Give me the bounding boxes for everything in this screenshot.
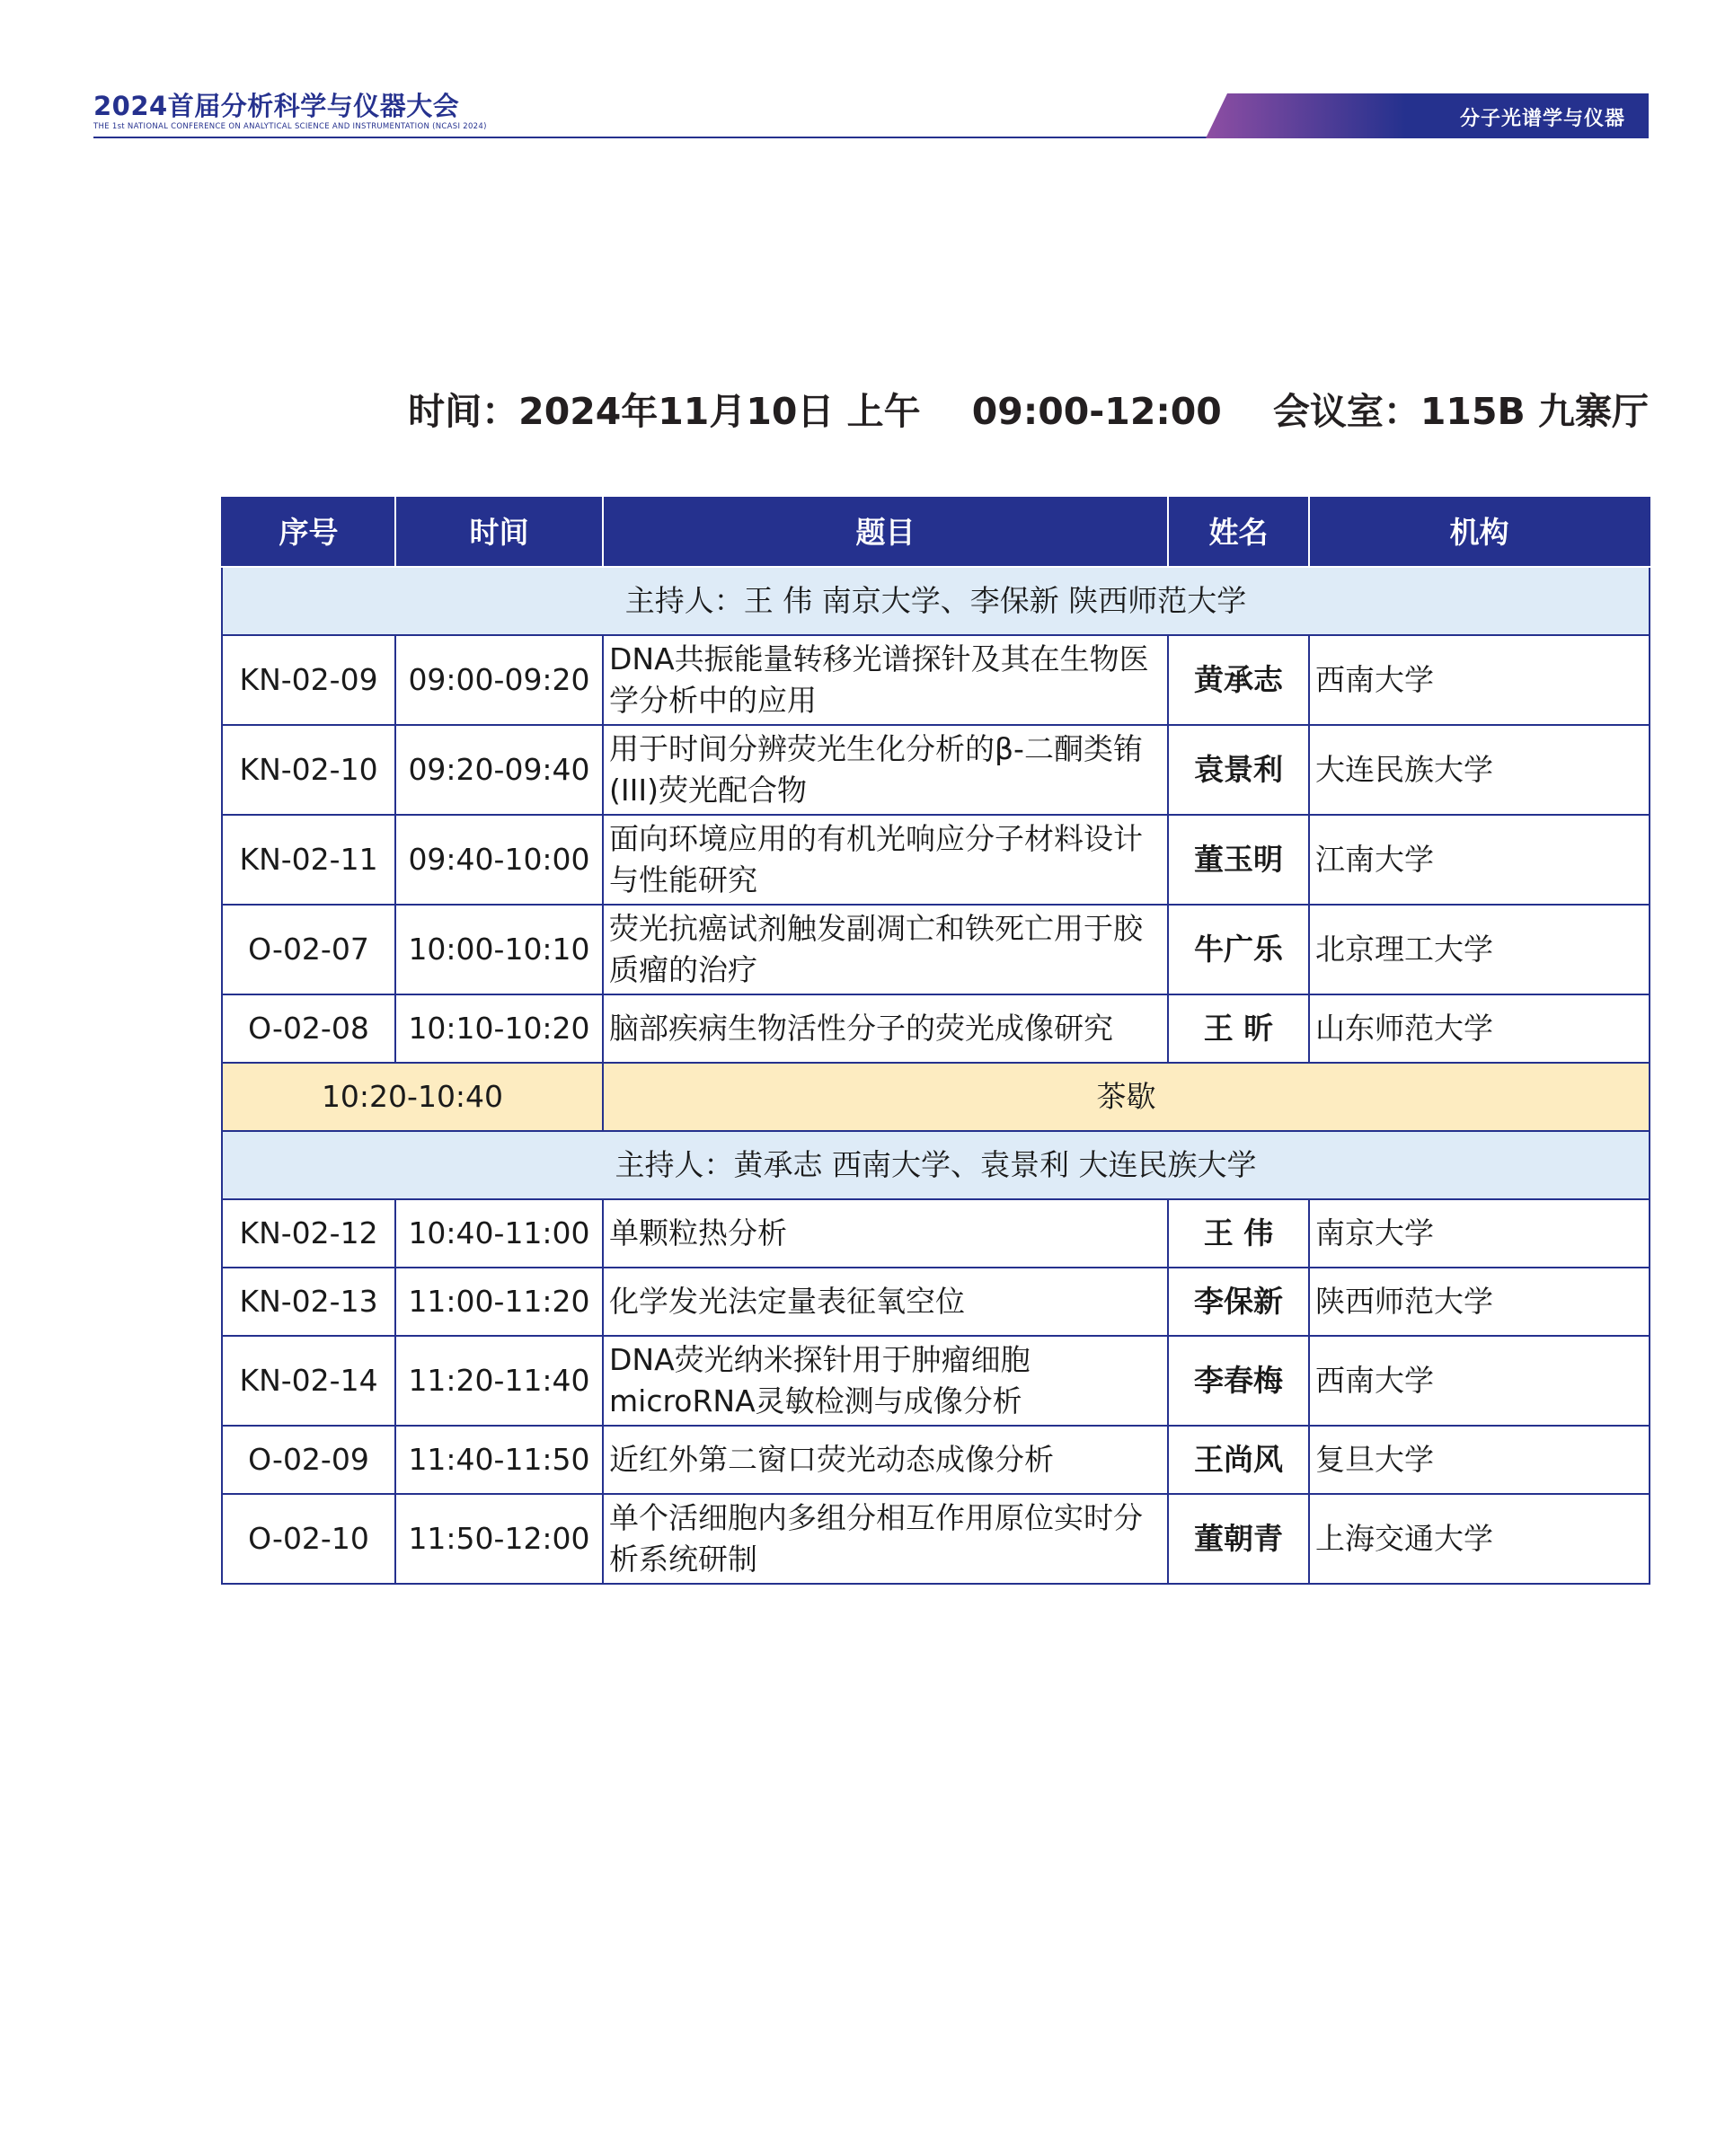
talk-title: 单颗粒热分析 (603, 1199, 1168, 1268)
table-row (222, 1336, 1650, 1426)
table-row (222, 725, 1650, 815)
table-row (222, 635, 1650, 725)
speaker-org: 北京理工大学 (1309, 905, 1650, 994)
talk-id: KN-02-12 (222, 1199, 395, 1268)
talk-id: KN-02-09 (222, 635, 395, 725)
break-label: 茶歇 (603, 1063, 1650, 1131)
table-row (222, 1199, 1650, 1268)
talk-time: 10:10-10:20 (395, 994, 603, 1063)
speaker-org: 上海交通大学 (1309, 1494, 1650, 1584)
speaker-name: 王 昕 (1168, 994, 1309, 1063)
header-time: 时间 (395, 498, 603, 567)
table-header-row (222, 498, 1650, 567)
page-header (0, 0, 1725, 144)
talk-id: KN-02-14 (222, 1336, 395, 1426)
section-label: 分子光谱学与仪器 (1459, 108, 1625, 130)
talk-id: KN-02-11 (222, 815, 395, 905)
speaker-org: 江南大学 (1309, 815, 1650, 905)
header-org: 机构 (1309, 498, 1650, 567)
speaker-org: 复旦大学 (1309, 1426, 1650, 1494)
schedule-table (221, 497, 1650, 1585)
speaker-name: 董玉明 (1168, 815, 1309, 905)
table-row (222, 1494, 1650, 1584)
speaker-org: 南京大学 (1309, 1199, 1650, 1268)
table-row (222, 994, 1650, 1063)
talk-title: 近红外第二窗口荧光动态成像分析 (603, 1426, 1168, 1494)
talk-time: 11:00-11:20 (395, 1268, 603, 1336)
talk-id: O-02-10 (222, 1494, 395, 1584)
talk-title: 脑部疾病生物活性分子的荧光成像研究 (603, 994, 1168, 1063)
talk-title: 单个活细胞内多组分相互作用原位实时分析系统研制 (603, 1494, 1168, 1584)
talk-time: 11:40-11:50 (395, 1426, 603, 1494)
talk-id: O-02-07 (222, 905, 395, 994)
host-text: 主持人：王 伟 南京大学、李保新 陕西师范大学 (222, 567, 1650, 635)
talk-time: 11:50-12:00 (395, 1494, 603, 1584)
header-title: 题目 (603, 498, 1168, 567)
speaker-org: 陕西师范大学 (1309, 1268, 1650, 1336)
table-row (222, 1426, 1650, 1494)
talk-id: KN-02-13 (222, 1268, 395, 1336)
speaker-name: 黄承志 (1168, 635, 1309, 725)
table-row (222, 815, 1650, 905)
session-info: 时间：2024年11月10日 上午 09:00-12:00 会议室：115B 九寨厅 (408, 390, 1649, 433)
talk-time: 09:20-09:40 (395, 725, 603, 815)
speaker-name: 董朝青 (1168, 1494, 1309, 1584)
talk-time: 11:20-11:40 (395, 1336, 603, 1426)
talk-title: 面向环境应用的有机光响应分子材料设计与性能研究 (603, 815, 1168, 905)
header-name: 姓名 (1168, 498, 1309, 567)
talk-title: 用于时间分辨荧光生化分析的β-二酮类铕(III)荧光配合物 (603, 725, 1168, 815)
host-row (222, 567, 1650, 635)
talk-time: 09:40-10:00 (395, 815, 603, 905)
talk-time: 09:00-09:20 (395, 635, 603, 725)
header-id: 序号 (222, 498, 395, 567)
speaker-name: 王尚风 (1168, 1426, 1309, 1494)
talk-id: O-02-08 (222, 994, 395, 1063)
talk-title: DNA共振能量转移光谱探针及其在生物医学分析中的应用 (603, 635, 1168, 725)
table-row (222, 905, 1650, 994)
break-row (222, 1063, 1650, 1131)
talk-title: DNA荧光纳米探针用于肿瘤细胞microRNA灵敏检测与成像分析 (603, 1336, 1168, 1426)
host-row (222, 1131, 1650, 1199)
speaker-name: 李春梅 (1168, 1336, 1309, 1426)
conference-title: 2024首届分析科学与仪器大会 (93, 91, 460, 121)
talk-title: 荧光抗癌试剂触发副凋亡和铁死亡用于胶质瘤的治疗 (603, 905, 1168, 994)
talk-id: KN-02-10 (222, 725, 395, 815)
speaker-org: 西南大学 (1309, 1336, 1650, 1426)
host-text: 主持人：黄承志 西南大学、袁景利 大连民族大学 (222, 1131, 1650, 1199)
speaker-org: 山东师范大学 (1309, 994, 1650, 1063)
table-row (222, 1268, 1650, 1336)
section-band (1206, 93, 1649, 138)
speaker-name: 牛广乐 (1168, 905, 1309, 994)
talk-id: O-02-09 (222, 1426, 395, 1494)
speaker-org: 大连民族大学 (1309, 725, 1650, 815)
speaker-name: 袁景利 (1168, 725, 1309, 815)
talk-time: 10:00-10:10 (395, 905, 603, 994)
talk-time: 10:40-11:00 (395, 1199, 603, 1268)
speaker-name: 王 伟 (1168, 1199, 1309, 1268)
break-time: 10:20-10:40 (222, 1063, 603, 1131)
speaker-org: 西南大学 (1309, 635, 1650, 725)
speaker-name: 李保新 (1168, 1268, 1309, 1336)
conference-subtitle: THE 1st NATIONAL CONFERENCE ON ANALYTICAL SCIENCE AND INSTRUMENTATION (NCASI 2024) (93, 122, 487, 131)
talk-title: 化学发光法定量表征氧空位 (603, 1268, 1168, 1336)
